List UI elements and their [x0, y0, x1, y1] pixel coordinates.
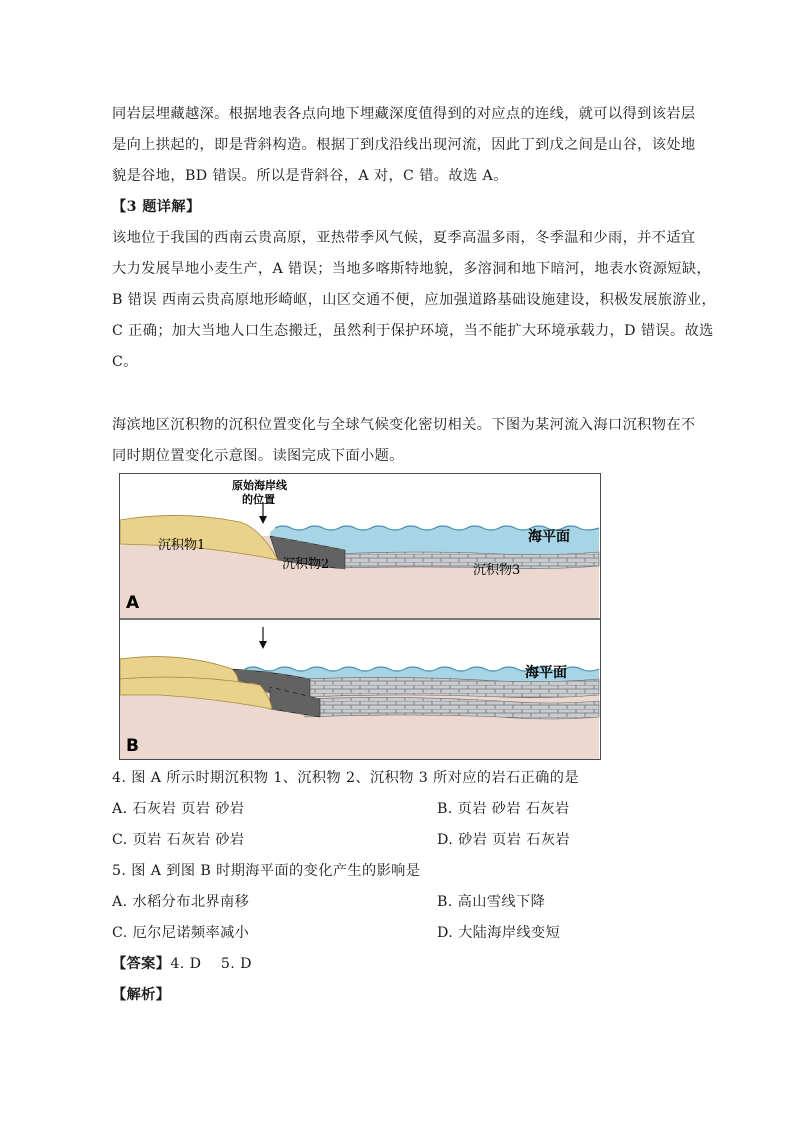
q5-option-c: C. 厄尔尼诺频率减小 — [112, 925, 250, 941]
paragraph-line: 同岩层埋藏越深。根据地表各点向地下埋藏深度值得到的对应点的连线，就可以得到该岩层 — [112, 106, 696, 122]
answer-text: 4. D 5. D — [170, 956, 252, 972]
answer-line — [112, 954, 252, 974]
panel-b — [120, 621, 600, 759]
sea-level-label-b: 海平面 — [525, 665, 567, 681]
question-4-stem: 4. 图 A 所示时期沉积物 1、沉积物 2、沉积物 3 所对应的岩石正确的是 — [112, 770, 579, 786]
paragraph-line: 该地位于我国的西南云贵高原，亚热带季风气候，夏季高温多雨，冬季温和少雨，并不适宜 — [112, 230, 696, 246]
intro-line: 同时期位置变化示意图。读图完成下面小题。 — [112, 448, 404, 464]
sediment-diagram-svg — [120, 474, 600, 759]
sea-level-label-a: 海平面 — [528, 529, 570, 545]
q4-option-b: B. 页岩 砂岩 石灰岩 — [437, 801, 570, 817]
shoreline-label-2: 的位置 — [242, 493, 275, 506]
sediment3-layer — [335, 552, 599, 569]
question-5-stem: 5. 图 A 到图 B 时期海平面的变化产生的影响是 — [112, 863, 421, 879]
answer-label: 【答案】 — [112, 956, 171, 972]
q4-option-d: D. 砂岩 页岩 石灰岩 — [437, 832, 571, 848]
sediment3-label: 沉积物3 — [473, 563, 521, 578]
panel-b-label: B — [126, 736, 139, 756]
sediment1-label: 沉积物1 — [158, 538, 206, 553]
section-heading: 【3 题详解】 — [112, 199, 201, 215]
q5-option-a: A. 水稻分布北界南移 — [112, 894, 250, 910]
q4-option-c: C. 页岩 石灰岩 砂岩 — [112, 832, 245, 848]
panel-a — [120, 474, 600, 618]
q4-option-a: A. 石灰岩 页岩 砂岩 — [112, 801, 245, 817]
intro-line: 海滨地区沉积物的沉积位置变化与全球气候变化密切相关。下图为某河流入海口沉积物在不 — [112, 417, 696, 433]
sediment-diagram — [119, 473, 601, 760]
q5-option-b: B. 高山雪线下降 — [437, 894, 546, 910]
paragraph-line: 貌是谷地，BD 错误。所以是背斜谷，A 对，C 错。故选 A。 — [112, 168, 508, 184]
paragraph-line: C。 — [112, 354, 138, 370]
analysis-label: 【解析】 — [112, 987, 171, 1003]
paragraph-line: C 正确；加大当地人口生态搬迁，虽然利于保护环境，当不能扩大环境承载力，D 错误。故选 — [112, 323, 714, 339]
q5-option-d: D. 大陆海岸线变短 — [437, 925, 561, 941]
sediment2-label: 沉积物2 — [282, 557, 330, 572]
panel-a-label: A — [126, 593, 140, 613]
paragraph-line: B 错误 西南云贵高原地形崎岖，山区交通不便，应加强道路基础设施建设，积极发展旅游业， — [112, 292, 717, 308]
shoreline-label-1: 原始海岸线 — [232, 479, 287, 492]
paragraph-line: 大力发展旱地小麦生产，A 错误；当地多喀斯特地貌，多溶洞和地下暗河，地表水资源短缺， — [112, 261, 712, 277]
paragraph-line: 是向上拱起的，即是背斜构造。根据丁到戊沿线出现河流，因此丁到戊之间是山谷，该处地 — [112, 137, 696, 153]
